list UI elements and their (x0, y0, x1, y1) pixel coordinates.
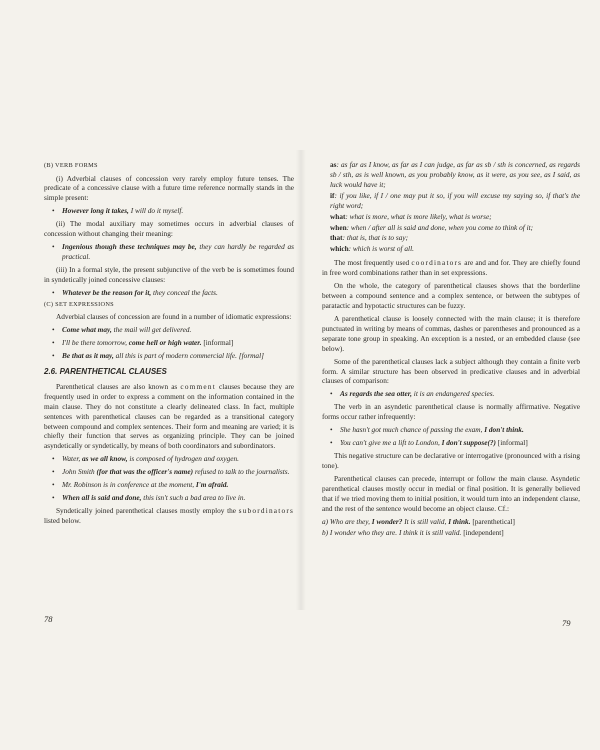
paragraph: On the whole, the category of parenthetical clauses shows that the borderline between a compound sentence and a complex sentence, or between the subtypes of paratactic and hypotactic structures can be fuzzy. (322, 281, 580, 310)
bullet-item: • Be that as it may, all this is part of modern commercial life. [formal] (52, 351, 264, 361)
bullet-icon: • (52, 467, 55, 477)
paragraph: Some of the parenthetical clauses lack a subject although they contain a finite verb form. A similar structure has been observed in predicative clauses and in adverbial clauses of comparison: (322, 356, 580, 386)
paragraph: This negative structure can be declarative or interrogative (pronounced with a rising tone). (322, 450, 580, 470)
bullet-item: • John Smith (for that was the officer's name) refused to talk to the journalists. (52, 467, 290, 477)
subordinator-line: what: what is more, what is more likely, what is worse; (330, 211, 492, 221)
paragraph: Adverbial clauses of concession are found in a number of idiomatic expressions: (56, 312, 292, 322)
bullet-item: • Mr. Robinson is in conference at the moment, I'm afraid. (52, 480, 229, 490)
bullet-item: • As regards the sea otter, it is an endangered species. (330, 389, 495, 399)
verb-forms-heading: (B) VERB FORMS (44, 162, 98, 169)
bullet-icon: • (52, 242, 55, 252)
example-line: b) I wonder who they are. I think it is still valid. [independent] (322, 528, 504, 538)
bullet-item: • You can't give me a lift to London, I don't suppose(?) [informal] (330, 438, 528, 448)
paragraph: A parenthetical clause is loosely connected with the main clause; it is therefore punctuated in writing by means of commas, dashes or parentheses and pronounced as a separate tone group in speaking. An exception is a nested, or an embedded clause (see below). (322, 313, 580, 353)
bullet-item: • Come what may, the mail will get delivered. (52, 325, 192, 335)
bullet-item: • However long it takes, I will do it myself. (52, 206, 184, 216)
paragraph: The most frequently used coordinators are and and for. They are chiefly found in free word combinations rather than in set expressions. (322, 258, 580, 278)
paragraph: Syndetically joined parenthetical clauses mostly employ the subordinators listed below. (44, 505, 294, 525)
page-number-right: 79 (562, 618, 571, 628)
page-gutter (296, 150, 306, 610)
bullet-icon: • (52, 480, 55, 490)
bullet-item: • Whatever be the reason for it, they conceal the facts. (52, 287, 218, 297)
bullet-item: • I'll be there tomorrow, come hell or high water. [informal] (52, 338, 234, 348)
bullet-icon: • (52, 338, 55, 348)
subordinator-line: when: when / after all is said and done, when you come to think of it; (330, 222, 534, 232)
subordinator-line: that: that is, that is to say; (330, 233, 409, 243)
bullet-icon: • (330, 425, 333, 435)
page-number-left: 78 (44, 614, 53, 624)
bullet-icon: • (52, 454, 55, 464)
bullet-icon: • (52, 351, 55, 361)
bullet-icon: • (330, 389, 333, 399)
bullet-icon: • (52, 287, 55, 297)
left-page (44, 162, 294, 529)
subordinator-line: which: which is worst of all. (330, 244, 414, 254)
bullet-icon: • (52, 493, 55, 503)
paragraph: (i) Adverbial clauses of concession very rarely employ future tenses. The predicate of a concessive clause with a future time reference normally stands in the simple present: (44, 173, 294, 203)
paragraph: The verb in an asyndetic parenthetical clause is normally affirmative. Negative forms occur rather infrequently: (322, 402, 580, 422)
paragraph: Parenthetical clauses can precede, interrupt or follow the main clause. Asyndetic parenthetical clauses mostly occur in medial or final position. It is generally believed that if we tried moving them to initial position, it would turn into an independent clause, and the rest of the sentence would become an object clause. Cf.: (322, 473, 580, 513)
bullet-icon: • (52, 206, 55, 216)
bullet-item: • She hasn't got much chance of passing the exam, I don't think. (330, 425, 524, 435)
example-line: a) Who are they, I wonder? It is still valid, I think. [parenthetical] (322, 516, 515, 526)
paragraph: (ii) The modal auxiliary may sometimes occurs in adverbial clauses of concession without changing their meaning: (44, 219, 294, 239)
bullet-item: • Ingenious though these techniques may be, they can hardly be regarded as practical. (52, 242, 294, 262)
section-title: 2.6. PARENTHETICAL CLAUSES (44, 366, 167, 376)
bullet-item: • Water, as we all know, is composed of hydrogen and oxygen. (52, 454, 239, 464)
right-page (322, 160, 580, 540)
subordinator-line: if: if you like, if I / one may put it so, if you will excuse my saying so, if that's the right word; (330, 190, 580, 210)
set-expressions-heading: (C) SET EXPRESSIONS (44, 300, 114, 308)
bullet-icon: • (330, 438, 333, 448)
paragraph: Parenthetical clauses are also known as comment clauses because they are frequently used in order to express a comment on the information contained in the main clause. They do not constitute a clearly delineated class. In fact, multiple sentences with parenthetical clauses can be regarded as a transitional category between compound and complex sentences. Their form and meaning are varied; it is chiefly their function that serves as organizing principle. They can be joined asyndetically or syndetically, by means of both coordinators and subordinators. (44, 381, 294, 451)
paragraph: (iii) In a formal style, the present subjunctive of the verb be is sometimes found in syndetically joined concessive clauses: (44, 264, 294, 284)
subordinator-line: as: as far as I know, as far as I can judge, as far as sb / sth is concerned, as regards sb / sth, as is well known, as you probably know, as it were, as you see, as I said, as luck would have it; (330, 160, 580, 189)
bullet-item: • When all is said and done, this isn't such a bad area to live in. (52, 493, 246, 503)
bullet-icon: • (52, 325, 55, 335)
